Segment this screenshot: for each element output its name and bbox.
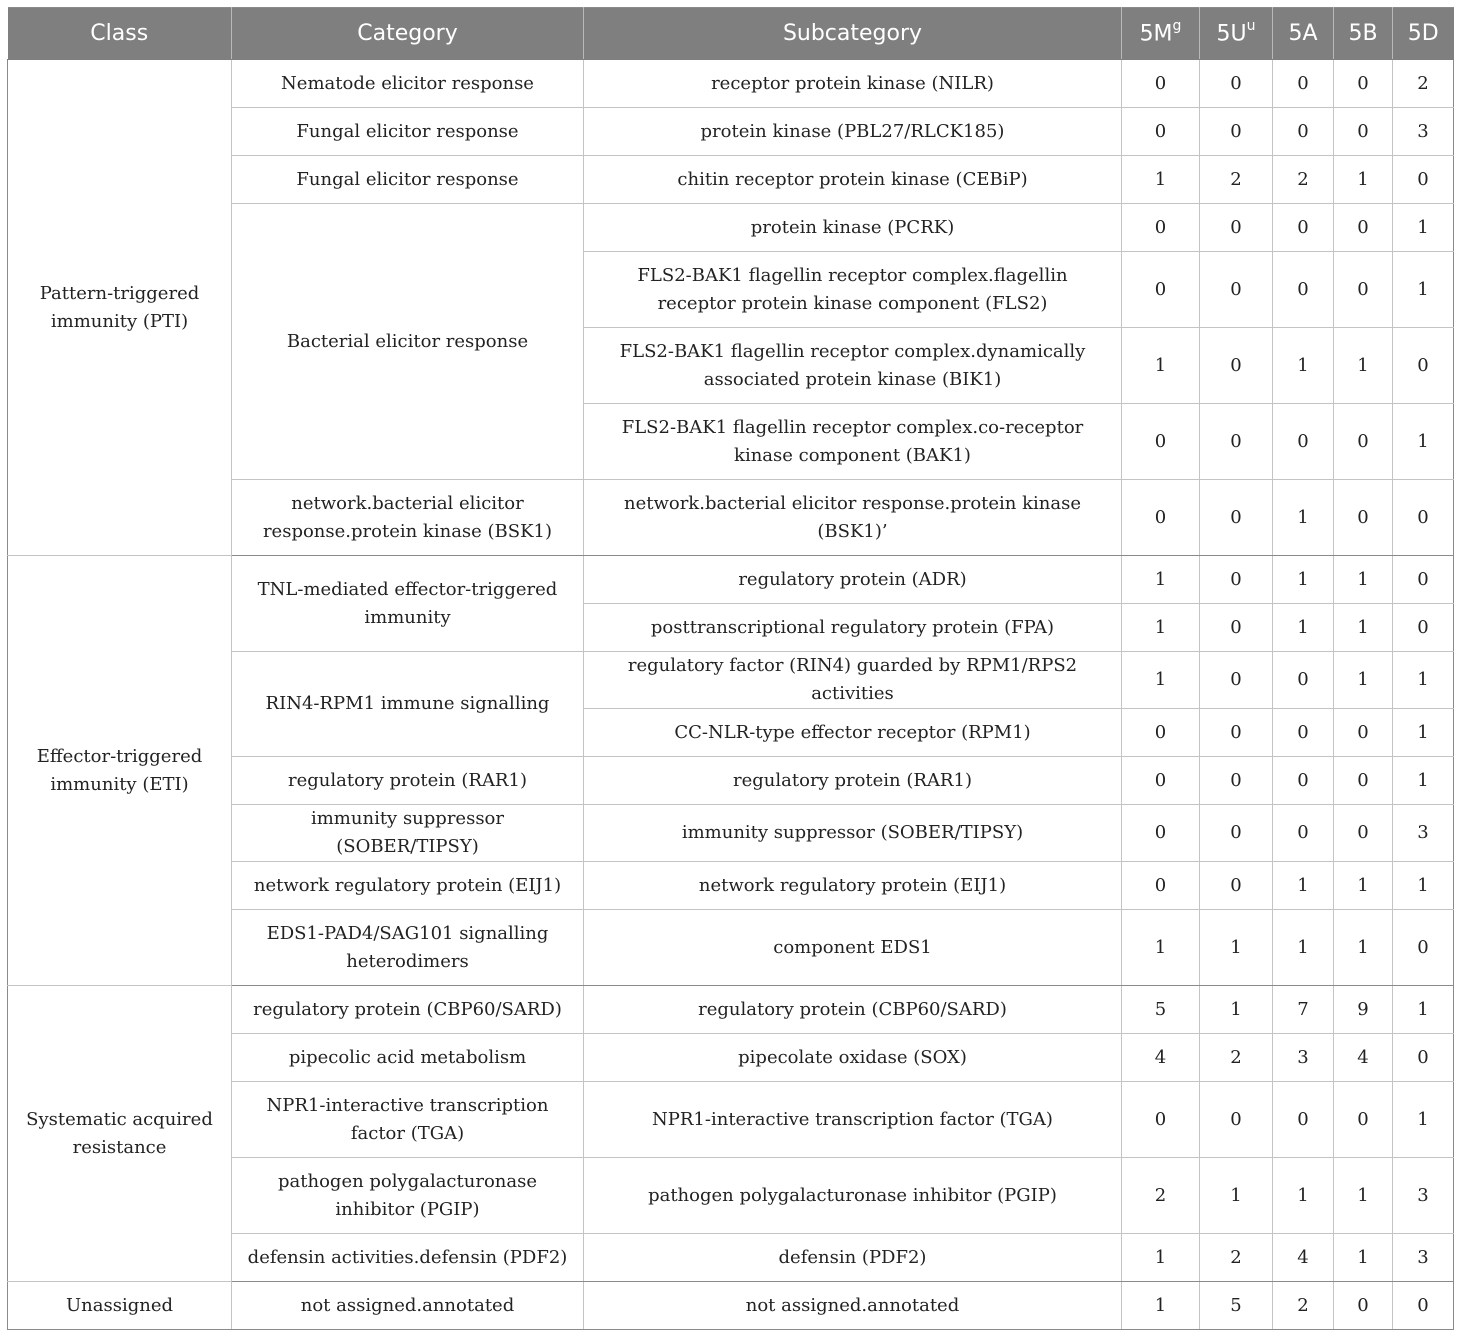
category-cell: network.bacterial elicitor response.protein kinase (BSK1) [232,480,584,556]
value-5mg: 1 [1122,156,1200,204]
value-5b: 1 [1334,1158,1393,1234]
value-5mg: 0 [1122,204,1200,252]
value-5mg: 2 [1122,1158,1200,1234]
value-5uu: 0 [1200,805,1273,862]
category-cell: TNL-mediated effector-triggered immunity [232,556,584,652]
value-5b: 0 [1334,1082,1393,1158]
class-cell-pti: Pattern-triggered immunity (PTI) [8,60,232,556]
value-5d: 0 [1393,1282,1454,1330]
value-5uu: 0 [1200,60,1273,108]
value-5d: 1 [1393,709,1454,757]
value-5mg: 0 [1122,862,1200,910]
table-row [8,60,1454,108]
value-5a: 0 [1273,60,1334,108]
value-5uu: 0 [1200,204,1273,252]
value-5b: 0 [1334,757,1393,805]
value-5uu: 0 [1200,862,1273,910]
value-5uu: 1 [1200,910,1273,986]
value-5b: 9 [1334,986,1393,1034]
table-row [8,556,1454,604]
value-5d: 3 [1393,1158,1454,1234]
value-5a: 7 [1273,986,1334,1034]
value-5b: 0 [1334,404,1393,480]
value-5mg: 1 [1122,1282,1200,1330]
value-5mg: 1 [1122,328,1200,404]
value-5b: 0 [1334,1282,1393,1330]
category-cell: Nematode elicitor response [232,60,584,108]
subcategory-cell: protein kinase (PCRK) [584,204,1122,252]
value-5b: 1 [1334,156,1393,204]
value-5a: 0 [1273,252,1334,328]
value-5mg: 1 [1122,604,1200,652]
category-cell: Bacterial elicitor response [232,204,584,480]
value-5a: 1 [1273,910,1334,986]
subcategory-cell: network regulatory protein (EIJ1) [584,862,1122,910]
value-5a: 4 [1273,1234,1334,1282]
subcategory-cell: network.bacterial elicitor response.protein kinase (BSK1)’ [584,480,1122,556]
value-5a: 0 [1273,108,1334,156]
value-5a: 2 [1273,156,1334,204]
value-5uu: 0 [1200,604,1273,652]
value-5uu: 0 [1200,1082,1273,1158]
subcategory-cell: pipecolate oxidase (SOX) [584,1034,1122,1082]
category-cell: not assigned.annotated [232,1282,584,1330]
value-5a: 1 [1273,480,1334,556]
value-5a: 0 [1273,204,1334,252]
value-5a: 0 [1273,709,1334,757]
header-category: Category [232,8,584,60]
value-5uu: 0 [1200,252,1273,328]
value-5mg: 1 [1122,1234,1200,1282]
value-5d: 0 [1393,480,1454,556]
value-5d: 0 [1393,328,1454,404]
value-5uu: 2 [1200,1234,1273,1282]
immunity-gene-table [7,7,1454,1330]
value-5mg: 4 [1122,1034,1200,1082]
table-header [8,8,1454,60]
value-5mg: 1 [1122,910,1200,986]
category-cell: network regulatory protein (EIJ1) [232,862,584,910]
value-5uu: 5 [1200,1282,1273,1330]
value-5mg: 0 [1122,60,1200,108]
category-cell: NPR1-interactive transcription factor (TGA) [232,1082,584,1158]
subcategory-cell: FLS2-BAK1 flagellin receptor complex.co-receptor kinase component (BAK1) [584,404,1122,480]
value-5d: 0 [1393,604,1454,652]
subcategory-cell: FLS2-BAK1 flagellin receptor complex.flagellin receptor protein kinase component (FLS2) [584,252,1122,328]
value-5b: 0 [1334,252,1393,328]
subcategory-cell: receptor protein kinase (NILR) [584,60,1122,108]
table-row [8,986,1454,1034]
value-5b: 1 [1334,1234,1393,1282]
value-5b: 4 [1334,1034,1393,1082]
header-5uu-sup: u [1246,18,1256,35]
category-cell: regulatory protein (CBP60/SARD) [232,986,584,1034]
value-5uu: 2 [1200,1034,1273,1082]
value-5d: 0 [1393,1034,1454,1082]
header-subcategory: Subcategory [584,8,1122,60]
value-5d: 0 [1393,156,1454,204]
subcategory-cell: component EDS1 [584,910,1122,986]
value-5a: 0 [1273,805,1334,862]
subcategory-cell: posttranscriptional regulatory protein (FPA) [584,604,1122,652]
value-5mg: 0 [1122,404,1200,480]
header-5mg-base: 5M [1139,21,1173,47]
value-5d: 1 [1393,862,1454,910]
category-cell: pathogen polygalacturonase inhibitor (PGIP) [232,1158,584,1234]
value-5d: 0 [1393,556,1454,604]
value-5uu: 0 [1200,480,1273,556]
subcategory-cell: defensin (PDF2) [584,1234,1122,1282]
subcategory-cell: regulatory factor (RIN4) guarded by RPM1/RPS2 activities [584,652,1122,709]
value-5b: 1 [1334,862,1393,910]
value-5b: 1 [1334,556,1393,604]
value-5uu: 0 [1200,709,1273,757]
header-5b: 5B [1334,8,1393,60]
value-5mg: 0 [1122,480,1200,556]
category-cell: Fungal elicitor response [232,156,584,204]
header-class: Class [8,8,232,60]
value-5d: 0 [1393,910,1454,986]
subcategory-cell: immunity suppressor (SOBER/TIPSY) [584,805,1122,862]
subcategory-cell: regulatory protein (ADR) [584,556,1122,604]
value-5d: 1 [1393,204,1454,252]
value-5b: 1 [1334,328,1393,404]
value-5a: 0 [1273,404,1334,480]
value-5b: 1 [1334,604,1393,652]
value-5d: 3 [1393,1234,1454,1282]
subcategory-cell: protein kinase (PBL27/RLCK185) [584,108,1122,156]
value-5a: 0 [1273,757,1334,805]
value-5a: 1 [1273,328,1334,404]
value-5uu: 0 [1200,404,1273,480]
category-cell: defensin activities.defensin (PDF2) [232,1234,584,1282]
subcategory-cell: regulatory protein (CBP60/SARD) [584,986,1122,1034]
value-5uu: 0 [1200,652,1273,709]
value-5mg: 0 [1122,1082,1200,1158]
value-5d: 1 [1393,652,1454,709]
value-5uu: 0 [1200,108,1273,156]
value-5d: 1 [1393,1082,1454,1158]
value-5b: 0 [1334,480,1393,556]
value-5b: 0 [1334,709,1393,757]
value-5uu: 2 [1200,156,1273,204]
table-row [8,1282,1454,1330]
value-5mg: 1 [1122,556,1200,604]
value-5a: 0 [1273,1082,1334,1158]
value-5b: 1 [1334,910,1393,986]
value-5d: 3 [1393,108,1454,156]
subcategory-cell: chitin receptor protein kinase (CEBiP) [584,156,1122,204]
value-5d: 3 [1393,805,1454,862]
value-5mg: 5 [1122,986,1200,1034]
value-5mg: 1 [1122,652,1200,709]
category-cell: regulatory protein (RAR1) [232,757,584,805]
value-5a: 1 [1273,1158,1334,1234]
header-5d: 5D [1393,8,1454,60]
value-5a: 1 [1273,862,1334,910]
value-5b: 1 [1334,652,1393,709]
category-cell: RIN4-RPM1 immune signalling [232,652,584,757]
subcategory-cell: not assigned.annotated [584,1282,1122,1330]
value-5d: 1 [1393,252,1454,328]
header-5a: 5A [1273,8,1334,60]
value-5mg: 0 [1122,252,1200,328]
category-cell: immunity suppressor (SOBER/TIPSY) [232,805,584,862]
value-5a: 2 [1273,1282,1334,1330]
value-5mg: 0 [1122,709,1200,757]
subcategory-cell: CC-NLR-type effector receptor (RPM1) [584,709,1122,757]
value-5uu: 0 [1200,757,1273,805]
value-5mg: 0 [1122,757,1200,805]
header-5uu [1200,8,1273,60]
value-5uu: 0 [1200,328,1273,404]
class-cell-unassigned: Unassigned [8,1282,232,1330]
value-5b: 0 [1334,805,1393,862]
subcategory-cell: regulatory protein (RAR1) [584,757,1122,805]
header-5mg-sup: g [1172,18,1182,35]
table-body [8,60,1454,1330]
value-5a: 0 [1273,652,1334,709]
value-5uu: 0 [1200,556,1273,604]
category-cell: Fungal elicitor response [232,108,584,156]
subcategory-cell: FLS2-BAK1 flagellin receptor complex.dynamically associated protein kinase (BIK1) [584,328,1122,404]
value-5a: 1 [1273,604,1334,652]
value-5b: 0 [1334,108,1393,156]
value-5uu: 1 [1200,986,1273,1034]
category-cell: EDS1-PAD4/SAG101 signalling heterodimers [232,910,584,986]
header-5uu-base: 5U [1216,21,1247,47]
value-5a: 3 [1273,1034,1334,1082]
subcategory-cell: pathogen polygalacturonase inhibitor (PGIP) [584,1158,1122,1234]
class-cell-eti: Effector-triggered immunity (ETI) [8,556,232,986]
value-5d: 1 [1393,757,1454,805]
value-5uu: 1 [1200,1158,1273,1234]
category-cell: pipecolic acid metabolism [232,1034,584,1082]
value-5a: 1 [1273,556,1334,604]
value-5mg: 0 [1122,108,1200,156]
value-5b: 0 [1334,204,1393,252]
value-5b: 0 [1334,60,1393,108]
value-5d: 1 [1393,986,1454,1034]
header-5mg [1122,8,1200,60]
subcategory-cell: NPR1-interactive transcription factor (TGA) [584,1082,1122,1158]
value-5d: 2 [1393,60,1454,108]
value-5d: 1 [1393,404,1454,480]
class-cell-sar: Systematic acquired resistance [8,986,232,1282]
value-5mg: 0 [1122,805,1200,862]
